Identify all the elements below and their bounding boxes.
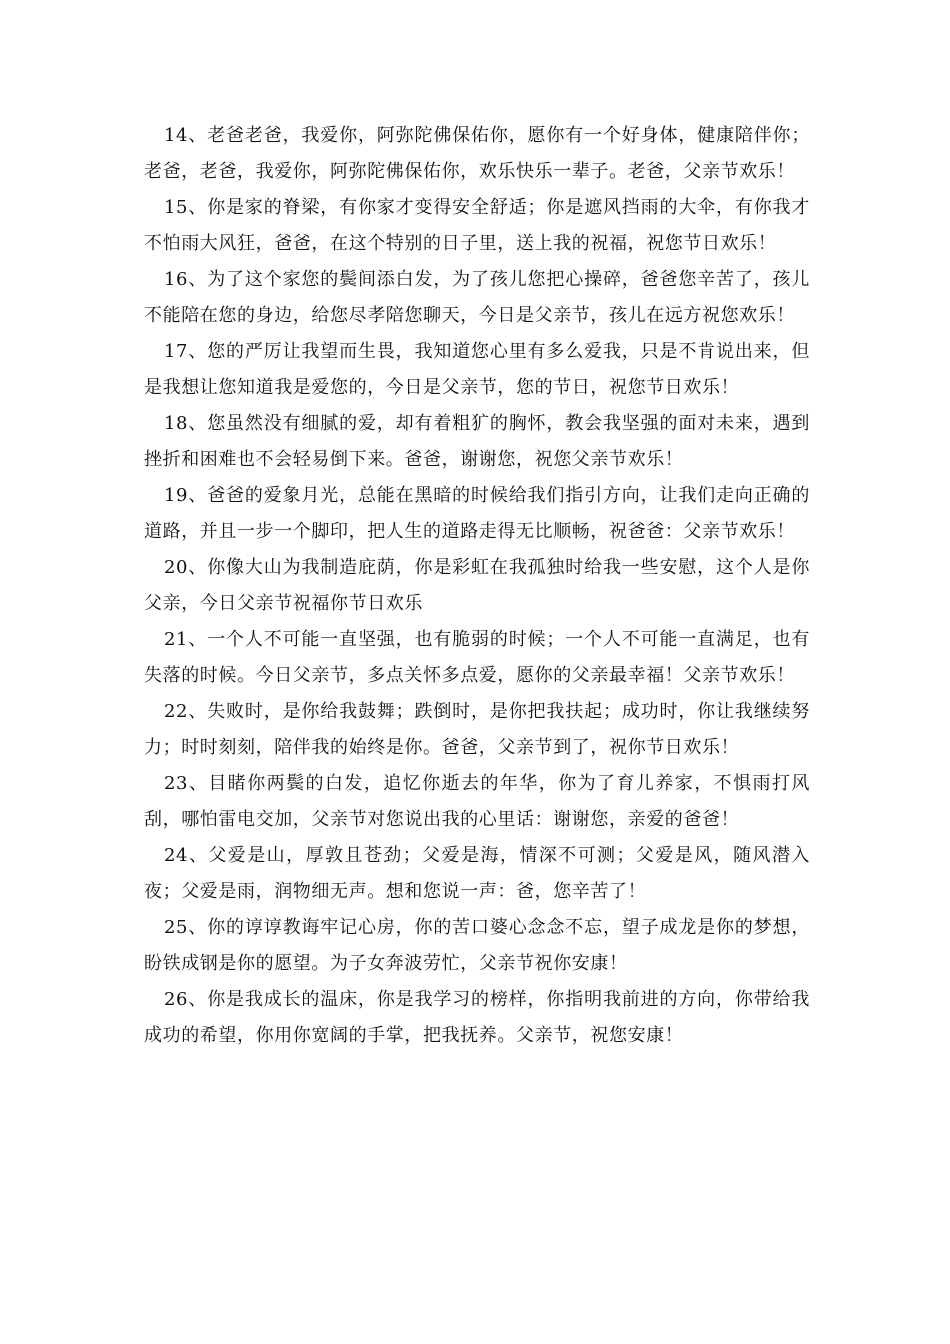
paragraph-24: 24、父爱是山，厚敦且苍劲；父爱是海，情深不可测；父爱是风，随风潜入夜；父爱是雨，润物细无声。想和您说一声：爸，您辛苦了！ (144, 845, 810, 902)
paragraph-16: 16、为了这个家您的鬓间添白发，为了孩儿您把心操碎，爸爸您辛苦了，孩儿不能陪在您的身边，给您尽孝陪您聊天，今日是父亲节，孩儿在远方祝您欢乐！ (144, 269, 810, 326)
paragraph-23: 23、目睹你两鬓的白发，追忆你逝去的年华，你为了育儿养家，不惧雨打风刮，哪怕雷电交加，父亲节对您说出我的心里话：谢谢您，亲爱的爸爸！ (144, 773, 810, 830)
paragraph-15: 15、你是家的脊梁，有你家才变得安全舒适；你是遮风挡雨的大伞，有你我才不怕雨大风狂，爸爸，在这个特别的日子里，送上我的祝福，祝您节日欢乐！ (144, 197, 810, 254)
paragraph-14: 14、老爸老爸，我爱你，阿弥陀佛保佑你，愿你有一个好身体，健康陪伴你；老爸，老爸，我爱你，阿弥陀佛保佑你，欢乐快乐一辈子。老爸，父亲节欢乐！ (144, 125, 810, 182)
paragraph-22: 22、失败时，是你给我鼓舞；跌倒时，是你把我扶起；成功时，你让我继续努力；时时刻刻，陪伴我的始终是你。爸爸，父亲节到了，祝你节日欢乐！ (144, 701, 810, 758)
paragraph-21: 21、一个人不可能一直坚强，也有脆弱的时候；一个人不可能一直满足，也有失落的时候。今日父亲节，多点关怀多点爱，愿你的父亲最幸福！父亲节欢乐！ (144, 629, 810, 686)
paragraph-17: 17、您的严厉让我望而生畏，我知道您心里有多么爱我，只是不肯说出来，但是我想让您知道我是爱您的，今日是父亲节，您的节日，祝您节日欢乐！ (144, 341, 810, 398)
document-body (144, 118, 810, 1054)
paragraph-18: 18、您虽然没有细腻的爱，却有着粗犷的胸怀，教会我坚强的面对未来，遇到挫折和困难也不会轻易倒下来。爸爸，谢谢您，祝您父亲节欢乐！ (144, 413, 810, 470)
paragraph-20: 20、你像大山为我制造庇荫，你是彩虹在我孤独时给我一些安慰，这个人是你父亲，今日父亲节祝福你节日欢乐 (144, 557, 810, 614)
paragraph-26: 26、你是我成长的温床，你是我学习的榜样，你指明我前进的方向，你带给我成功的希望，你用你宽阔的手掌，把我抚养。父亲节，祝您安康！ (144, 989, 810, 1046)
paragraph-25: 25、你的谆谆教诲牢记心房，你的苦口婆心念念不忘，望子成龙是你的梦想，盼铁成钢是你的愿望。为子女奔波劳忙，父亲节祝你安康！ (144, 917, 810, 974)
paragraph-19: 19、爸爸的爱象月光，总能在黑暗的时候给我们指引方向，让我们走向正确的道路，并且一步一个脚印，把人生的道路走得无比顺畅，祝爸爸：父亲节欢乐！ (144, 485, 810, 542)
